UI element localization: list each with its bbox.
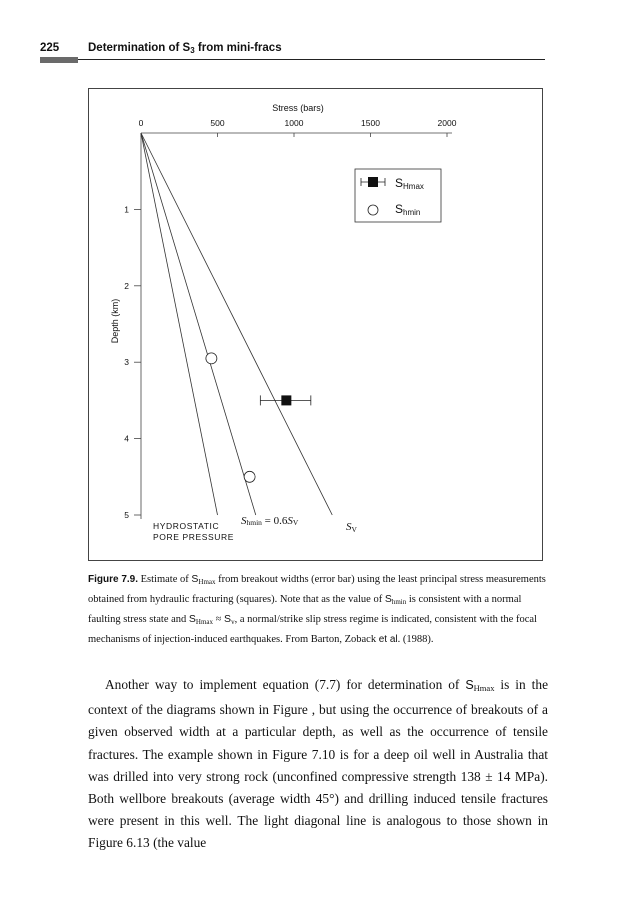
figure-caption: Figure 7.9. Estimate of $S_{Hmax}$ from breakout widths (error bar) using the least principal stress measurements obtained from hydraulic fracturing (squares). Note that as the value of $S_{hmin}$ is consistent with a normal faulting stress state and $S_{Hmax} \approx S_v$, a normal/strike slip stress regime is indicated, consistent with the focal mechanisms of injection-induced earthquakes. From Barton, Zoback et al. (1988). xyxy=(88,573,546,645)
x-tick-label: 1000 xyxy=(284,118,304,128)
x-axis-label: Stress (bars) xyxy=(272,103,324,113)
shmin-point xyxy=(244,471,255,482)
filled-square-icon xyxy=(368,177,378,187)
legend-label-shmin: Shmin xyxy=(395,202,421,217)
sv-line-label: SV xyxy=(346,521,357,534)
shmin-point xyxy=(206,353,217,364)
shmin-line-label: Shmin = 0.6SV xyxy=(241,515,299,527)
y-tick-label: 3 xyxy=(124,357,129,368)
stress-depth-chart xyxy=(89,89,544,562)
open-circle-icon xyxy=(368,205,378,215)
y-tick-label: 5 xyxy=(124,510,129,520)
shmax-point xyxy=(281,395,291,405)
legend xyxy=(355,169,441,222)
hydrostatic-label: HYDROSTATIC xyxy=(153,521,220,531)
running-title: Determination of $S_3$ from mini-fracs xyxy=(88,42,282,55)
x-tick-label: 0 xyxy=(138,118,144,128)
x-tick-label: 1500 xyxy=(361,118,380,128)
series-line-1 xyxy=(141,133,256,515)
pore-pressure-label: PORE PRESSURE xyxy=(153,532,235,542)
x-tick-label: 500 xyxy=(210,118,225,128)
series-line-0 xyxy=(141,133,218,515)
y-tick-label: 1 xyxy=(124,204,129,215)
running-header xyxy=(40,38,545,68)
page-number: 225 xyxy=(40,42,60,54)
y-axis-label: Depth (km) xyxy=(110,298,120,344)
header-rule-thick xyxy=(40,57,78,63)
body-paragraph: Another way to implement equation (7.7) for determination of $S_{Hmax}$ is in the context of the diagrams shown in Figure , but using the occurrence of breakouts of a given observed width at a particular depth, as well as the occurrence of tensile fractures. The example shown in Figure 7.10 is for a deep oil well in Australia that was drilled into very strong rock (unconfined compressive strength 138 ± 14 MPa). Both wellbore breakouts (average width 45°) and drilling induced tensile fractures were present in this well. The light diagonal line is analogous to those shown in Figure 6.13 (the value xyxy=(88,677,549,851)
figure-frame xyxy=(88,88,543,561)
series-line-2 xyxy=(141,133,332,515)
y-tick-label: 2 xyxy=(124,280,129,291)
header-rule-thin xyxy=(78,59,545,60)
legend-label-shmax: SHmax xyxy=(395,176,424,191)
x-tick-label: 2000 xyxy=(437,118,457,128)
y-tick-label: 4 xyxy=(124,433,129,444)
